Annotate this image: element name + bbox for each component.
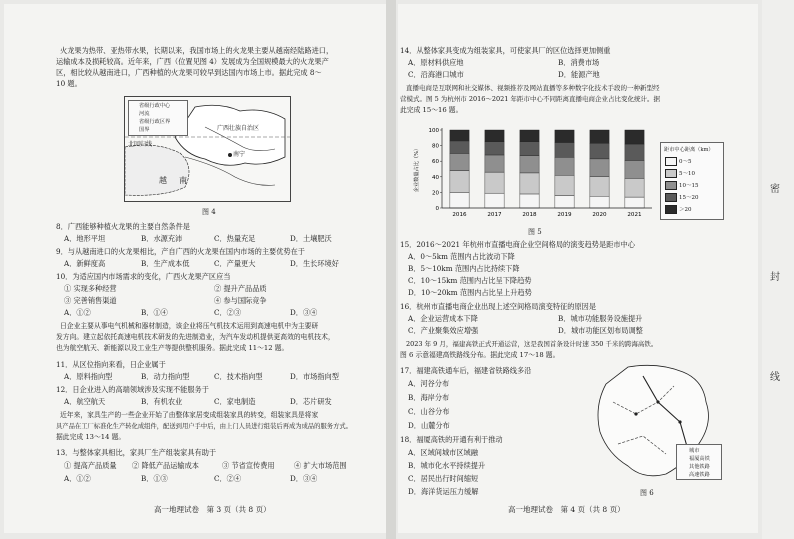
y-tick-label: 60 <box>432 159 439 166</box>
intro-line: 10 题。 <box>56 79 82 88</box>
intro3-line: 具产品在工厂标准化生产转化成组件，配送到用户手中后，由上门人员进行组装后再成为成品的服务方式。 <box>56 423 352 430</box>
intro-line: 火龙果为热带、亚热带水果，长期以来，我国市场上的火龙果主要从越南经陆路进口， <box>60 46 334 55</box>
exam-page-4 <box>398 4 758 533</box>
map-legend <box>128 100 188 136</box>
x-tick-label: 2016 <box>452 212 467 218</box>
y-tick-label: 40 <box>432 174 439 181</box>
x-tick-label: 2019 <box>557 212 572 218</box>
seal-char-3: 线 <box>770 372 780 383</box>
q12-option-b[interactable]: B．有机农业 <box>141 397 183 406</box>
q10-item-3: ③ 完善销售渠道 <box>64 296 117 305</box>
bar-segment-2019-0 <box>555 196 574 208</box>
figure-5-chart <box>408 122 658 226</box>
x-tick-label: 2018 <box>522 212 537 218</box>
q17-option-d[interactable]: D．山麓分布 <box>408 421 450 430</box>
intro5-line: 图 6 示意福建高铁路线分布。据此完成 17～18 题。 <box>400 351 560 359</box>
intro-line: 区，相比较从越南进口，广西种植的火龙果可较早到达国内市场上市。据此完成 8～ <box>56 68 322 77</box>
legend-river: 河流 <box>139 111 150 117</box>
y-tick-label: 100 <box>428 128 439 134</box>
q13-item-4: ④ 扩大市场范围 <box>294 461 347 470</box>
seal-char-1: 密 <box>770 184 780 195</box>
x-tick-label: 2020 <box>592 212 607 218</box>
q8-option-a[interactable]: A．地形平坦 <box>64 234 106 243</box>
q11-option-d[interactable]: D．市场指向型 <box>290 372 339 381</box>
bar-segment-2017-2 <box>485 155 504 172</box>
chart-legend <box>660 142 724 220</box>
q10-option-c[interactable]: C．②③ <box>214 308 242 317</box>
intro5-line: 2023 年 9 月，福建高铁正式开通运营，这是我国首条设计时速 350 千米的跨海高铁。 <box>406 340 658 348</box>
q8-stem: 8．广西能够种植火龙果的主要自然条件是 <box>56 222 190 231</box>
bar-segment-2016-3 <box>450 141 469 153</box>
q10-item-1: ① 实现多种经营 <box>64 284 117 293</box>
q14-stem: 14．从整体家具变成为组装家具，可使家具厂的区位选择更加侧重 <box>400 46 611 55</box>
q15-option-d[interactable]: D．10～20km 范围内占比呈上升趋势 <box>408 288 532 297</box>
q13-stem: 13．与整体家具相比，家具厂生产组装家具有助于 <box>56 448 217 457</box>
legend-swatch <box>665 193 677 202</box>
q15-option-c[interactable]: C．10～15km 范围内占比呈下降趋势 <box>408 276 532 285</box>
y-tick-label: 0 <box>435 206 439 212</box>
intro2-line: 也为航空航天、新能源以及工业生产等提供整机服务。据此完成 11～12 题。 <box>56 344 289 352</box>
x-tick-label: 2017 <box>487 212 502 218</box>
q13-item-3: ③ 节省宣传费用 <box>222 461 275 470</box>
legend-hsr: 高速铁路 <box>689 472 710 478</box>
bar-segment-2016-4 <box>450 130 469 141</box>
q9-option-d[interactable]: D．生长环境好 <box>290 259 339 268</box>
intro4-line: 直播电商是互联网和社交媒体、视频推荐及网站直播等多种数字化技术手段的一种新型经 <box>406 84 660 92</box>
page-fold <box>386 0 396 539</box>
legend-city: 城市 <box>689 448 700 454</box>
legend-label: 0～5 <box>679 159 692 165</box>
legend-swatch <box>665 205 677 214</box>
q13-option-d[interactable]: D．③④ <box>290 474 318 483</box>
figure-4-caption: 图 4 <box>202 208 216 216</box>
bar-segment-2017-0 <box>485 193 504 208</box>
q11-option-a[interactable]: A．原料指向型 <box>64 372 113 381</box>
bar-segment-2020-2 <box>590 159 609 177</box>
legend-label: 10～15 <box>679 183 699 189</box>
q18-option-b[interactable]: B．城市化水平持续提升 <box>408 461 486 470</box>
q17-option-a[interactable]: A．河谷分布 <box>408 379 450 388</box>
bar-segment-2016-0 <box>450 192 469 208</box>
x-tick-label: 2021 <box>627 212 642 218</box>
legend-label: ＞20 <box>679 207 692 213</box>
q8-option-d[interactable]: D．土壤肥沃 <box>290 234 332 243</box>
intro4-line: 营模式。图 5 为杭州市 2016～2021 年距市中心不同距离直播电商企业占比变化统计。据 <box>400 95 660 103</box>
legend-fuxia-hsr: 福厦高铁 <box>689 456 710 462</box>
q12-option-d[interactable]: D．芯片研发 <box>290 397 332 406</box>
q10-item-4: ④ 参与国际竞争 <box>214 296 267 305</box>
q9-option-b[interactable]: B．生产成本低 <box>141 259 190 268</box>
bar-segment-2020-4 <box>590 130 609 143</box>
q14-option-a[interactable]: A．原材料供应地 <box>408 58 464 67</box>
legend-national-border: 国界 <box>139 127 150 133</box>
bar-segment-2018-2 <box>520 156 539 173</box>
bar-segment-2017-3 <box>485 142 504 155</box>
y-tick-label: 20 <box>432 190 439 197</box>
q10-item-2: ② 提升产品品质 <box>214 284 267 293</box>
legend-label: 15～20 <box>679 195 699 201</box>
guangxi-map <box>124 96 291 202</box>
q8-option-c[interactable]: C．热量充足 <box>214 234 256 243</box>
q10-option-b[interactable]: B．①④ <box>141 308 168 317</box>
intro4-line: 此完成 15～16 题。 <box>400 106 463 114</box>
bar-segment-2021-2 <box>625 160 644 178</box>
bar-segment-2019-1 <box>555 175 574 195</box>
y-tick-label: 80 <box>432 143 439 150</box>
intro-line: 运输成本及损耗较高。近年来，广西（位置见图 4）发展成为全国规模最大的火龙果产 <box>56 57 329 66</box>
bar-segment-2021-0 <box>625 197 644 208</box>
bar-segment-2021-3 <box>625 144 644 160</box>
bar-segment-2017-1 <box>485 172 504 193</box>
q11-stem: 11．从区位指向来看，日企业属于 <box>56 360 166 369</box>
q14-option-d[interactable]: D．能源产地 <box>558 70 600 79</box>
q11-option-b[interactable]: B．动力指向型 <box>141 372 190 381</box>
bar-segment-2018-4 <box>520 130 539 142</box>
q10-option-d[interactable]: D．③④ <box>290 308 318 317</box>
q12-option-a[interactable]: A．航空航天 <box>64 397 106 406</box>
bar-segment-2018-0 <box>520 194 539 208</box>
bar-segment-2016-1 <box>450 171 469 193</box>
map-label-viet: 越 <box>159 176 167 185</box>
bar-segment-2019-4 <box>555 130 574 142</box>
legend-swatch <box>665 169 677 178</box>
q13-item-1: ① 提高产品质量 <box>64 461 117 470</box>
bar-segment-2017-4 <box>485 130 504 142</box>
q12-option-c[interactable]: C．家电制造 <box>214 397 256 406</box>
q18-stem: 18．福厦高铁的开通有利于推动 <box>400 435 503 444</box>
figure-6-caption: 图 6 <box>640 489 654 497</box>
q15-option-b[interactable]: B．5～10km 范围内占比持续下降 <box>408 264 520 273</box>
bar-segment-2019-2 <box>555 157 574 175</box>
q16-option-d[interactable]: D．城市功能区划布局调整 <box>558 326 643 335</box>
intro3-line: 据此完成 13～14 题。 <box>56 433 126 441</box>
bar-segment-2018-3 <box>520 142 539 156</box>
bar-segment-2016-2 <box>450 153 469 170</box>
q14-option-c[interactable]: C．沿海港口城市 <box>408 70 464 79</box>
q9-stem: 9．与从越南进口的火龙果相比，产自广西的火龙果在国内市场的主要优势在于 <box>56 247 305 256</box>
q9-option-a[interactable]: A．新鲜度高 <box>64 259 106 268</box>
legend-swatch <box>665 157 677 166</box>
q13-item-2: ② 降低产品运输成本 <box>132 461 199 470</box>
intro2-line: 日企业主要从事电气机械和器材制造，该企业将压气机技术运用到高速电机中为主要研 <box>60 322 319 330</box>
q16-stem: 16．杭州市直播电商企业出现上述空间格局演变特征的原因是 <box>400 302 597 311</box>
q8-option-b[interactable]: B．水源充沛 <box>141 234 183 243</box>
legend-title: 距市中心距离（km） <box>664 147 714 153</box>
map-label-guangxi: 广西壮族自治区 <box>217 125 260 132</box>
exam-page-3 <box>4 4 386 533</box>
bar-segment-2020-0 <box>590 196 609 208</box>
legend-label: 5～10 <box>679 171 695 177</box>
page-4-footer: 高一地理试卷 第 4 页（共 8 页） <box>508 505 625 514</box>
q13-option-b[interactable]: B．①③ <box>141 474 168 483</box>
q15-option-a[interactable]: A．0～5km 范围内占比波动下降 <box>408 252 515 261</box>
bar-segment-2018-1 <box>520 173 539 194</box>
q16-option-a[interactable]: A．企业运营成本下降 <box>408 314 478 323</box>
bar-segment-2020-3 <box>590 143 609 159</box>
y-axis-label: 企业数量占比（%） <box>414 145 420 193</box>
map-label-nam: 南 <box>179 176 187 185</box>
q18-option-d[interactable]: D．海洋货运压力缓解 <box>408 487 479 496</box>
page-3-footer: 高一地理试卷 第 3 页（共 8 页） <box>154 505 271 514</box>
q10-stem: 10．为适应国内市场需求的变化，广西火龙果产区应当 <box>56 272 231 281</box>
q17-stem: 17．福建高铁通车后，福建省铁路线多沿 <box>400 366 532 375</box>
bar-segment-2020-1 <box>590 177 609 197</box>
q13-option-c[interactable]: C．②④ <box>214 474 242 483</box>
legend-swatch <box>665 181 677 190</box>
q17-option-c[interactable]: C．山谷分布 <box>408 407 450 416</box>
q16-option-c[interactable]: C．产业聚集效应增强 <box>408 326 479 335</box>
q17-option-b[interactable]: B．海岸分布 <box>408 393 450 402</box>
bar-segment-2021-4 <box>625 130 644 144</box>
legend-other-rail: 其他铁路 <box>689 464 710 470</box>
intro2-line: 发方向。建立起依托高速电机技术研发的先进制造业，为汽车发动机提供更高效的电机技术， <box>56 333 335 341</box>
map-label-nanning: 南宁 <box>233 151 246 158</box>
q18-option-a[interactable]: A．区域间城市区域融 <box>408 448 478 457</box>
q16-option-b[interactable]: B．城市功能服务设施提升 <box>558 314 643 323</box>
q12-stem: 12．日企业进入的高端领域涉及实现不能服务于 <box>56 385 209 394</box>
figure-5-caption: 图 5 <box>528 228 542 236</box>
seal-char-2: 封 <box>770 272 780 283</box>
q18-option-c[interactable]: C．居民出行时间缩短 <box>408 474 479 483</box>
q15-stem: 15．2016～2021 年杭州市直播电商企业空间格局的演变趋势是距市中心 <box>400 240 635 249</box>
q14-option-b[interactable]: B．消费市场 <box>558 58 600 67</box>
intro3-line: 近年来，家具生产的一些企业开始了由整体家居变成组装家具的转变，组装家具是将家 <box>60 411 319 419</box>
bar-segment-2019-3 <box>555 142 574 157</box>
map6-legend <box>676 444 722 480</box>
legend-province-border: 省级行政区界 <box>139 119 171 125</box>
q13-option-a[interactable]: A．①② <box>64 474 91 483</box>
legend-capital: 省级行政中心 <box>139 103 171 109</box>
map-label-tropic: 北回归线 <box>128 141 153 148</box>
q10-option-a[interactable]: A．①② <box>64 308 91 317</box>
q9-option-c[interactable]: C．产量更大 <box>214 259 256 268</box>
q11-option-c[interactable]: C．技术指向型 <box>214 372 263 381</box>
bar-segment-2021-1 <box>625 178 644 197</box>
